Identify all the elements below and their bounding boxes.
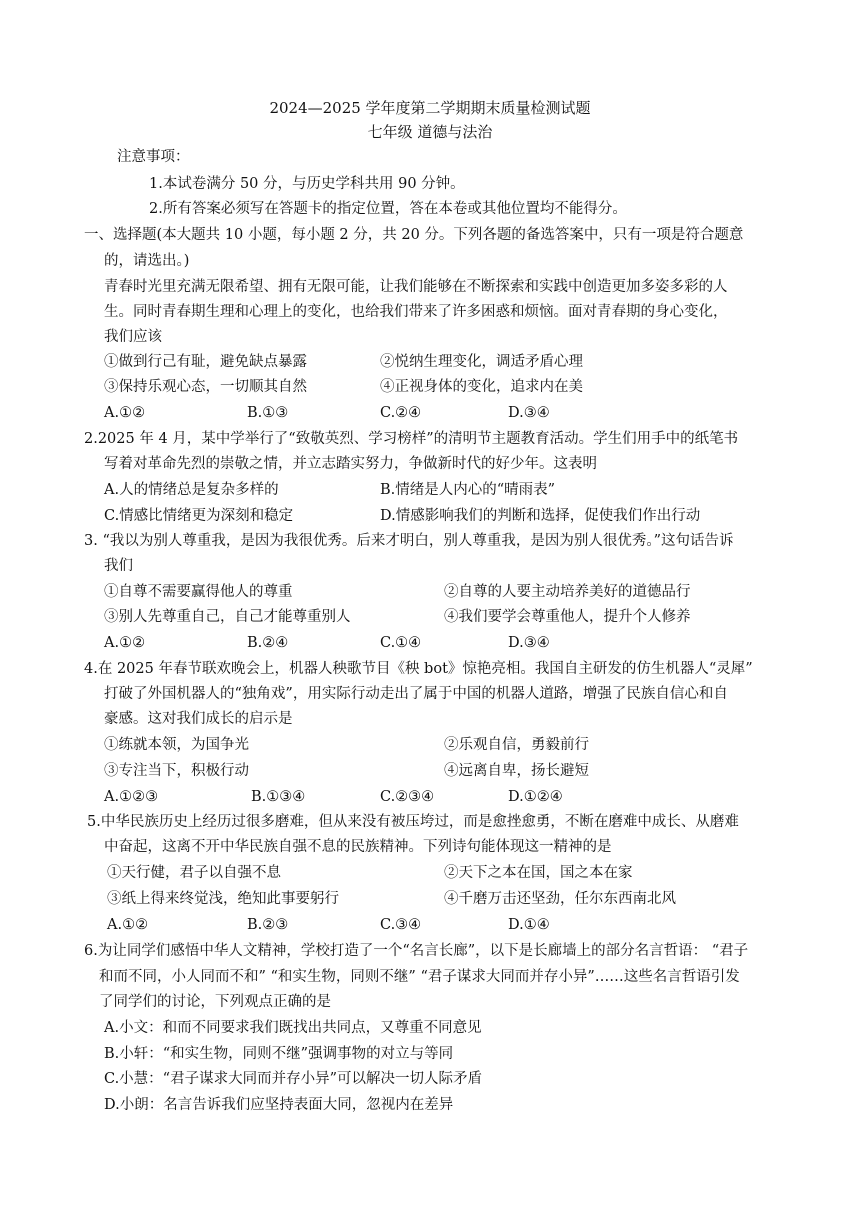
option-b: B.小轩：“和实生物，同则不继”强调事物的对立与等同 <box>104 1046 454 1062</box>
statement-2: ②悦纳生理变化，调适矛盾心理 <box>380 354 583 370</box>
note-item-2: 2.所有答案必须写在答题卡的指定位置，答在本卷或其他位置均不能得分。 <box>149 201 627 217</box>
statement-3: ③专注当下，积极行动 <box>104 763 249 779</box>
option-c: C.小慧：“君子谋求大同而并存小异”可以解决一切人际矛盾 <box>104 1071 483 1087</box>
option-d: D.③④ <box>508 635 550 651</box>
question-stem-line: 青春时光里充满无限希望、拥有无限可能，让我们能够在不断探索和实践中创造更加多姿多彩的人 <box>104 279 728 295</box>
question-stem-line: 我们应该 <box>104 329 162 345</box>
option-b: B.②③ <box>247 917 289 933</box>
statement-2: ②乐观自信，勇毅前行 <box>444 737 589 753</box>
question-stem-line: 和而不同，小人同而不和” “和实生物，同则不继” “君子谋求大同而并存小异”……这些名言哲语引发 <box>99 969 740 985</box>
question-stem-line: 2.2025 年 4 月，某中学举行了“致敬英烈、学习榜样”的清明节主题教育活动。学生们用手中的纸笔书 <box>84 431 739 447</box>
option-c: C.情感比情绪更为深刻和稳定 <box>104 508 294 524</box>
statement-1: ①做到行己有耻，避免缺点暴露 <box>104 354 307 370</box>
statement-3: ③纸上得来终觉浅，绝知此事要躬行 <box>107 891 339 907</box>
option-a: A.人的情绪总是复杂多样的 <box>104 482 279 498</box>
question-stem-line: 豪感。这对我们成长的启示是 <box>104 711 293 727</box>
statement-3: ③保持乐观心态，一切顺其自然 <box>104 379 307 395</box>
statement-4: ④正视身体的变化，追求内在美 <box>380 379 583 395</box>
exam-title: 2024—2025 学年度第二学期期末质量检测试题 <box>269 99 591 117</box>
question-stem-line: 生。同时青春期生理和心理上的变化，也给我们带来了许多困惑和烦恼。面对青春期的身心变化， <box>104 304 728 320</box>
option-d: D.小朗：名言告诉我们应坚持表面大同，忽视内在差异 <box>104 1097 454 1113</box>
option-d: D.情感影响我们的判断和选择，促使我们作出行动 <box>380 508 701 524</box>
statement-2: ②天下之本在国，国之本在家 <box>444 865 633 881</box>
question-stem-line: 3. “我以为别人尊重我，是因为我很优秀。后来才明白，别人尊重我，是因为别人很优秀。”这句话告诉 <box>84 533 734 549</box>
option-c: C.③④ <box>380 917 422 933</box>
option-a: A.①② <box>104 635 146 651</box>
question-stem-line: 了同学们的讨论，下列观点正确的是 <box>99 994 331 1010</box>
option-a: A.①② <box>104 405 146 421</box>
section-heading: 一、选择题(本大题共 10 小题，每小题 2 分，共 20 分。下列各题的备选答案中，只有一项是符合题意 <box>84 227 744 243</box>
option-b: B.①③ <box>247 405 289 421</box>
question-stem-line: 4.在 2025 年春节联欢晚会上，机器人秧歌节目《秧 bot》惊艳亮相。我国自主研发的仿生机器人“灵犀” <box>84 661 753 677</box>
option-a: A.①② <box>107 917 149 933</box>
statement-1: ①天行健，君子以自强不息 <box>107 865 281 881</box>
section-heading-cont: 的，请选出。) <box>104 253 190 269</box>
option-d: D.①④ <box>508 917 550 933</box>
statement-4: ④我们要学会尊重他人，提升个人修养 <box>444 609 691 625</box>
option-a: A.小文：和而不同要求我们既找出共同点，又尊重不同意见 <box>104 1020 482 1036</box>
option-c: C.②④ <box>380 405 422 421</box>
notes-heading: 注意事项： <box>117 149 190 165</box>
statement-4: ④远离自卑，扬长避短 <box>444 763 589 779</box>
question-stem-line: 我们 <box>104 558 133 574</box>
exam-subject: 七年级 道德与法治 <box>367 123 493 141</box>
statement-3: ③别人先尊重自己，自己才能尊重别人 <box>104 609 351 625</box>
option-c: C.②③④ <box>380 789 435 805</box>
question-stem-line: 6.为让同学们感悟中华人文精神，学校打造了一个“名言长廊”，以下是长廊墙上的部分名言哲语： “君子 <box>84 943 749 959</box>
statement-1: ①练就本领，为国争光 <box>104 737 249 753</box>
question-stem-line: 中奋起，这离不开中华民族自强不息的民族精神。下列诗句能体现这一精神的是 <box>104 839 612 855</box>
option-b: B.②④ <box>247 635 289 651</box>
option-d: D.①②④ <box>508 789 563 805</box>
option-b: B.①③④ <box>251 789 306 805</box>
option-c: C.①④ <box>380 635 422 651</box>
statement-4: ④千磨万击还坚劲，任尔东西南北风 <box>444 891 676 907</box>
option-a: A.①②③ <box>104 789 159 805</box>
statement-2: ②自尊的人要主动培养美好的道德品行 <box>444 584 691 600</box>
question-stem-line: 5.中华民族历史上经历过很多磨难，但从来没有被压垮过，而是愈挫愈勇，不断在磨难中成长、从磨难 <box>87 814 739 830</box>
option-d: D.③④ <box>508 405 550 421</box>
option-b: B.情绪是人内心的“晴雨表” <box>380 482 556 498</box>
statement-1: ①自尊不需要赢得他人的尊重 <box>104 584 293 600</box>
note-item-1: 1.本试卷满分 50 分，与历史学科共用 90 分钟。 <box>149 176 465 192</box>
question-stem-line: 打破了外国机器人的“独角戏”，用实际行动走出了属于中国的机器人道路，增强了民族自信心和自 <box>104 686 728 702</box>
question-stem-line: 写着对革命先烈的崇敬之情，并立志踏实努力，争做新时代的好少年。这表明 <box>104 456 597 472</box>
